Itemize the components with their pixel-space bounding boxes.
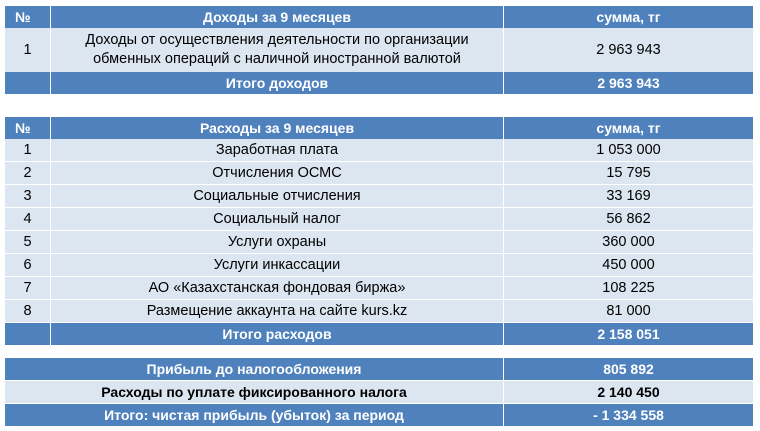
row-name xyxy=(51,28,504,72)
row-name: АО «Казахстанская фондовая биржа» xyxy=(51,277,504,299)
income-num-header: № xyxy=(5,6,51,28)
row-num: 1 xyxy=(5,28,51,72)
table-row xyxy=(5,162,753,185)
row-amount: 33 169 xyxy=(606,187,651,204)
expenses-table xyxy=(5,117,753,345)
table-row xyxy=(5,185,753,208)
expenses-title-header: Расходы за 9 месяцев xyxy=(51,117,504,139)
row-num: 4 xyxy=(5,208,51,230)
row-amount: 360 000 xyxy=(602,233,655,250)
expenses-total-row xyxy=(5,323,753,345)
table-row xyxy=(5,300,753,323)
table-row xyxy=(5,208,753,231)
total-num-cell xyxy=(5,323,51,345)
row-name-line1: Доходы от осуществления деятельности по организации xyxy=(85,32,469,48)
row-num: 1 xyxy=(5,139,51,161)
row-num: 8 xyxy=(5,300,51,322)
summary-row-profit xyxy=(5,358,753,381)
row-amount: 450 000 xyxy=(602,256,655,273)
row-name-line2: обменных операций с наличной иностранной валютой xyxy=(93,51,461,67)
row-num: 5 xyxy=(5,231,51,253)
row-amount: 15 795 xyxy=(606,164,651,181)
summary-table xyxy=(5,358,753,426)
row-amount: 108 225 xyxy=(602,279,655,296)
income-table xyxy=(5,6,753,94)
row-name: Услуги охраны xyxy=(51,231,504,253)
row-amount: 56 862 xyxy=(606,210,651,227)
row-num: 7 xyxy=(5,277,51,299)
table-row xyxy=(5,139,753,162)
row-amount: 81 000 xyxy=(606,302,651,319)
income-total-label: Итого доходов xyxy=(51,72,504,94)
row-amount: 1 053 000 xyxy=(596,141,661,158)
summary-amount: 2 140 450 xyxy=(597,383,660,400)
income-total-row xyxy=(5,72,753,94)
row-name: Размещение аккаунта на сайте kurs.kz xyxy=(51,300,504,322)
income-total-amount: 2 963 943 xyxy=(597,74,660,91)
table-row xyxy=(5,231,753,254)
income-title-header: Доходы за 9 месяцев xyxy=(51,6,504,28)
summary-label: Прибыль до налогообложения xyxy=(5,358,504,380)
total-num-cell xyxy=(5,72,51,94)
table-row xyxy=(5,254,753,277)
summary-row-net xyxy=(5,404,753,426)
summary-label: Итого: чистая прибыль (убыток) за период xyxy=(5,404,504,426)
expenses-header-row xyxy=(5,117,753,139)
row-amount: 2 963 943 xyxy=(596,41,661,58)
expenses-total-label: Итого расходов xyxy=(51,323,504,345)
row-name: Социальные отчисления xyxy=(51,185,504,207)
income-amount-header: сумма, тг xyxy=(596,8,661,25)
row-num: 3 xyxy=(5,185,51,207)
row-name: Услуги инкассации xyxy=(51,254,504,276)
row-num: 6 xyxy=(5,254,51,276)
summary-amount: - 1 334 558 xyxy=(593,406,664,423)
row-name: Заработная плата xyxy=(51,139,504,161)
row-name: Отчисления ОСМС xyxy=(51,162,504,184)
row-num: 2 xyxy=(5,162,51,184)
expenses-num-header: № xyxy=(5,117,51,139)
row-name: Социальный налог xyxy=(51,208,504,230)
expenses-total-amount: 2 158 051 xyxy=(597,325,660,342)
summary-amount: 805 892 xyxy=(603,360,654,377)
summary-label: Расходы по уплате фиксированного налога xyxy=(5,381,504,403)
table-row xyxy=(5,277,753,300)
expenses-amount-header: сумма, тг xyxy=(596,119,661,136)
income-header-row xyxy=(5,6,753,28)
summary-row-tax xyxy=(5,381,753,404)
table-row xyxy=(5,28,753,72)
